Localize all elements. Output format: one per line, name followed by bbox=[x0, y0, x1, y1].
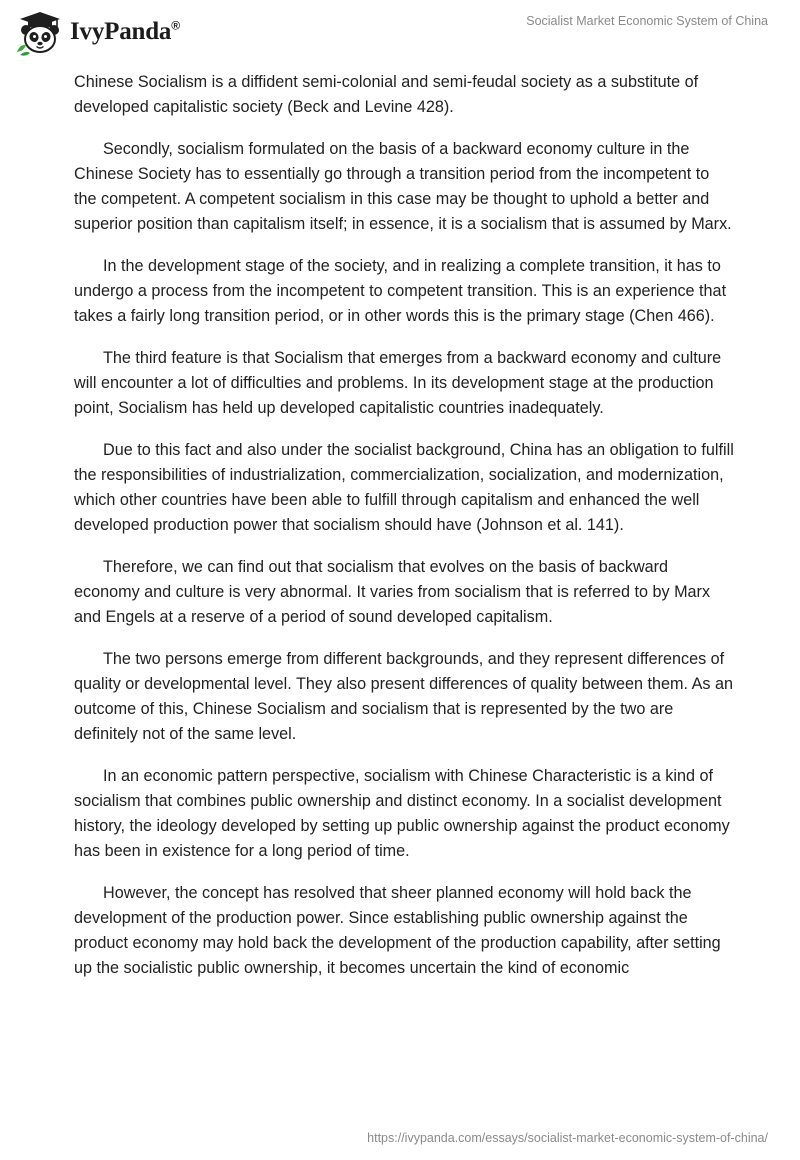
registered-mark: ® bbox=[171, 18, 180, 33]
ivypanda-logo[interactable] bbox=[14, 8, 180, 56]
paragraph-7: The two persons emerge from different backgrounds, and they represent differences of quality or developmental level. They also present differences of quality between them. As an outcome of this, Chinese Socialism and socialism that is represented by the two are definitely not of the same level. bbox=[74, 650, 733, 743]
paragraph-9: However, the concept has resolved that sheer planned economy will hold back the development of the production power. Since establishing public ownership against the product economy may hold back the development of the production capability, after setting up the socialistic public ownership, it becomes uncertain the kind of economic bbox=[74, 884, 721, 977]
paragraph-5: Due to this fact and also under the socialist background, China has an obligation to fulfill the responsibilities of industrialization, commercialization, socialization, and modernization, which other countries have been able to fulfill through capitalism and enhanced the well developed production power that socialism should have (Johnson et al. 141). bbox=[74, 441, 734, 534]
essay-body bbox=[74, 70, 734, 998]
paragraph-6: Therefore, we can find out that socialism that evolves on the basis of backward economy and culture is very abnormal. It varies from socialism that is referred to by Marx and Engels at a reserve of a period of sound developed capitalism. bbox=[74, 558, 711, 626]
paragraph-8: In an economic pattern perspective, socialism with Chinese Characteristic is a kind of socialism that combines public ownership and distinct economy. In a socialist development history, the ideology developed by setting up public ownership against the product economy has been in existence for a long period of time. bbox=[74, 767, 730, 860]
paragraph-1: Chinese Socialism is a diffident semi-colonial and semi-feudal society as a substitute of developed capitalistic society (Beck and Levine 428). bbox=[74, 73, 699, 116]
panda-graduate-icon bbox=[14, 8, 62, 56]
paragraph-4: The third feature is that Socialism that emerges from a backward economy and culture will encounter a lot of difficulties and problems. In its development stage at the production point, Socialism has held up developed capitalistic countries inadequately. bbox=[74, 349, 722, 417]
paragraph-3: In the development stage of the society, and in realizing a complete transition, it has to undergo a process from the incompetent to competent transition. This is an experience that takes a fairly long transition period, or in other words this is the primary stage (Chen 466). bbox=[74, 257, 727, 325]
brand-name: IvyPanda® bbox=[70, 18, 180, 45]
document-title: Socialist Market Economic System of China bbox=[526, 14, 768, 28]
paragraph-2: Secondly, socialism formulated on the basis of a backward economy culture in the Chinese Society has to essentially go through a transition period from the incompetent to the competent. A competent socialism in this case may be thought to uphold a better and superior position than capitalism itself; in essence, it is a socialism that is assumed by Marx. bbox=[74, 140, 732, 233]
page-header bbox=[0, 0, 800, 62]
source-url[interactable]: https://ivypanda.com/essays/socialist-market-economic-system-of-china/ bbox=[367, 1131, 768, 1145]
